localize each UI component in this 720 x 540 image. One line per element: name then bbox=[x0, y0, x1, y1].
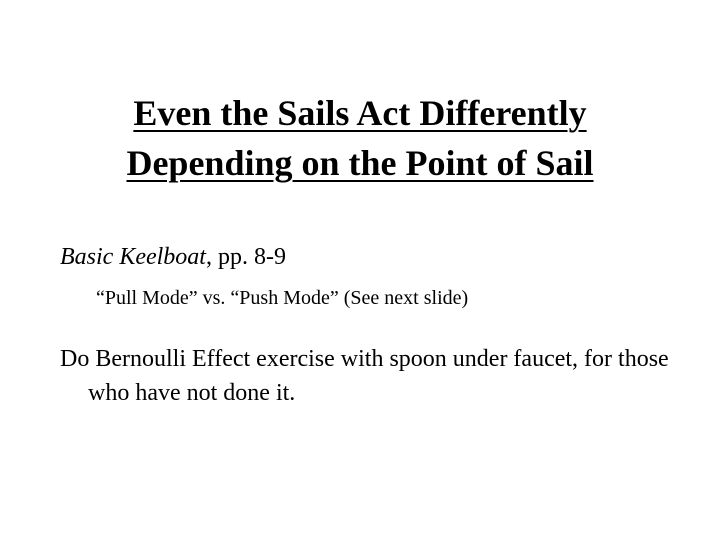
exercise-text: Do Bernoulli Effect exercise with spoon under faucet, for those who have not done it. bbox=[60, 346, 669, 406]
reference-book-title: Basic Keelboat bbox=[60, 244, 206, 270]
reference-pages: , pp. 8-9 bbox=[205, 244, 286, 270]
slide-title-line-2: Depending on the Point of Sail bbox=[126, 143, 594, 183]
slide-title bbox=[60, 88, 660, 188]
modes-note: “Pull Mode” vs. “Push Mode” (See next slide) bbox=[96, 287, 469, 309]
slide-body bbox=[60, 240, 700, 410]
slide-title-line-1: Even the Sails Act Differently bbox=[133, 93, 587, 133]
reference-line bbox=[60, 240, 700, 274]
